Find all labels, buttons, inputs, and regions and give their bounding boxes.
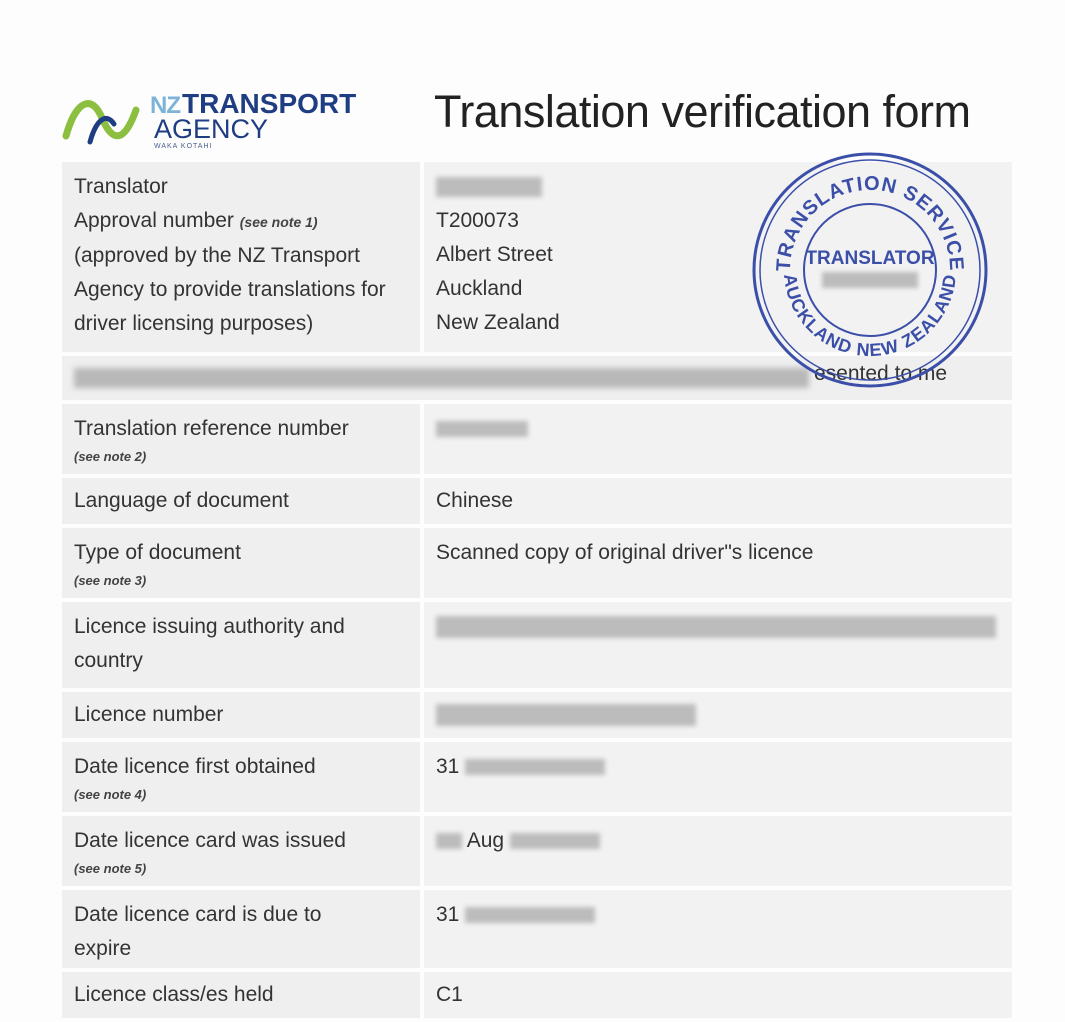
row-label: Date licence card is due to (74, 903, 322, 926)
stamp-top-arc-text: TRANSLATION SERVICE (772, 172, 968, 272)
approval-note: (see note 1) (239, 214, 318, 230)
approval-number-value: T200073 (436, 209, 519, 232)
approval-desc-line-2: Agency to provide translations for (74, 278, 386, 301)
nz-transport-agency-logo (62, 86, 357, 156)
licence-number-redacted (436, 704, 696, 726)
date-first-obtained-day: 31 (436, 755, 460, 778)
table-row (62, 972, 1012, 1018)
approval-desc-line-3: driver licensing purposes) (74, 312, 314, 335)
table-row (62, 602, 1012, 688)
row-note: (see note 5) (74, 861, 147, 876)
table-row (62, 742, 1012, 812)
table-row (62, 816, 1012, 886)
row-label: Licence class/es held (74, 983, 274, 1006)
date-expire-day: 31 (436, 903, 460, 926)
date-issued-redacted (510, 833, 600, 849)
translator-name-redacted (436, 177, 542, 197)
row-note: (see note 4) (74, 787, 147, 802)
logo-tagline: WAKA KOTAHI (154, 143, 213, 150)
logo-agency-text: AGENCY (154, 114, 269, 144)
row-label: Type of document (74, 541, 241, 564)
row-label: Translation reference number (74, 417, 349, 440)
logo-nz-text: NZ (150, 92, 180, 119)
address-street: Albert Street (436, 243, 553, 266)
translator-label-cell (62, 162, 420, 352)
approval-desc-line-1: (approved by the NZ Transport (74, 244, 360, 267)
date-first-obtained-redacted (465, 759, 605, 775)
table-row (62, 692, 1012, 738)
row-label: Language of document (74, 489, 289, 512)
page-title: Translation verification form (434, 86, 971, 137)
stamp-bottom-arc-text: AUCKLAND NEW ZEALAND (779, 272, 961, 361)
row-label: Licence issuing authority and (74, 615, 345, 638)
row-label-cont: country (74, 649, 143, 672)
translator-label: Translator (74, 175, 168, 198)
table-row (62, 890, 1012, 968)
date-issued-month: Aug (466, 829, 505, 852)
issuing-authority-redacted (436, 616, 996, 638)
row-label: Licence number (74, 703, 224, 726)
row-note: (see note 2) (74, 449, 147, 464)
row-label-cont: expire (74, 937, 132, 960)
row-label: Date licence first obtained (74, 755, 316, 778)
approval-number-label: Approval number (see note 1) (74, 209, 318, 232)
translator-stamp (748, 148, 992, 392)
row-label: Date licence card was issued (74, 829, 346, 852)
document-type-value: Scanned copy of original driver"s licence (436, 541, 814, 564)
logo-transport-text: TRANSPORT (182, 88, 357, 119)
table-row (62, 478, 1012, 524)
stamp-name-redacted (822, 272, 918, 288)
statement-tail-text: esented to me (814, 362, 948, 385)
stamp-center-text: TRANSLATOR (805, 248, 935, 269)
row-note: (see note 3) (74, 573, 147, 588)
address-city: Auckland (436, 277, 523, 300)
language-value: Chinese (436, 489, 514, 512)
logo-swoosh-icon (62, 90, 158, 148)
licence-class-value: C1 (436, 983, 463, 1006)
address-country: New Zealand (436, 311, 560, 334)
reference-number-redacted (436, 421, 528, 437)
statement-redacted (74, 368, 809, 388)
date-expire-redacted (465, 907, 595, 923)
table-row (62, 528, 1012, 598)
table-row (62, 404, 1012, 474)
date-issued-day-redacted (436, 833, 462, 849)
